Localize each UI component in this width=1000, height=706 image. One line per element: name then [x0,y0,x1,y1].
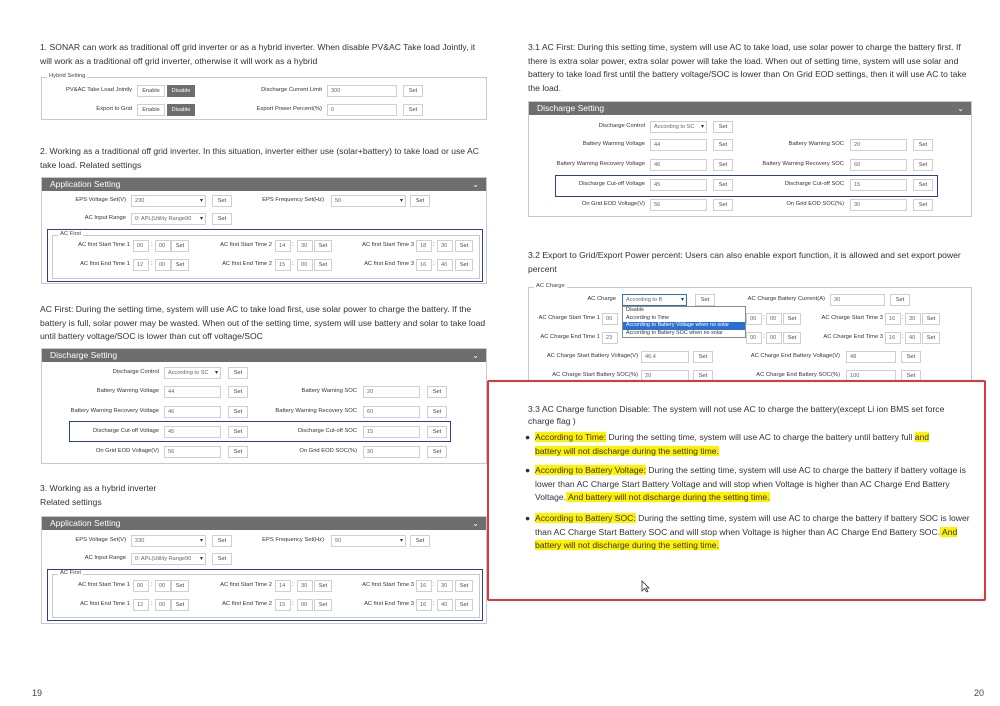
ac-input-range-select[interactable]: 0: APL(Utility Range90 ▾ [131,213,206,225]
highlight-frame-ac-first [47,569,483,621]
discharge-cutoff-soc-input[interactable]: 15 [850,179,907,191]
start2-hour[interactable]: 14 [275,240,291,252]
ac-charge-end-battery-soc-label: AC Charge End Battery SOC(%) [756,372,840,378]
on-grid-eod-soc-input[interactable]: 30 [850,199,907,211]
application-setting-header[interactable]: Application Setting ⌄ [42,178,486,191]
ac-first-paragraph: AC First: During the setting time, system will use AC to take load first, use solar power to charge the battery. If the battery is full, solar power may be wasted. When out of the setting time, system will use battery and solar to take load until battery voltage/SOC is lower than cut off voltage/SOC [40,304,486,341]
right-page: 3.1 AC First: During this setting time, system will use AC to take load, use solar power to charge the battery first. If there is extra solar power, extra solar power will take the load. When out of setting time, system will use solar and battery to take load first until the battery voltage/SOC is lower than On Grid EOD settings, then it will use AC to take the load. Discharge Setting ⌄ Discharge Control According to SC ▾ Set Battery Warning Voltage 44 Set Battery Warning SOC 20 Set Battery Warning Recovery Voltage 46 Set Battery Warning Recovery SOC 60 Set Discharge Cut-off Voltage 45 Set Discharge Cut-off SOC 15 Set On Grid EOD Voltage(V) 56 Set On Grid EOD SOC(%) 30 Set 3.2 Export to Grid/Export Power percent: Users can also enable export function, it is allowed and set export power percent AC Charge AC Charge According to B ▾ Set AC Charge Battery Current(A) 30 Set AC Charge Start Time 1 00 00 : 00 Set AC Charge Start Time 3 16 : 30 Set AC Charge End Time 1 23 00 : 00 Set AC Charge End Time 3 16 : 40 Set AC Charge Start Battery Voltage(V) 46.4 Set AC Charge End Battery Voltage(V) 48 Set AC Charge Start Battery SOC(%) 20 Set AC Charge End Battery SOC(%) 100 Set Disable According to Time According to Battery Voltage when no solar According to Battery SOC when no solar 3.3 AC Charge function Disable: The system will not use AC to charge the battery(except Li ion BMS set force charge flag ) ● According to Time: During the setting time, system will use AC to charge the battery until battery full and battery will not discharge during the setting time. ● According to Battery Voltage: During the setting time, system will use AC to charge the battery if battery voltage is lower than AC Charge Start Battery Voltage and will stop when Voltage is higher than AC Charge End Battery Voltage. And battery will not discharge during the setting time. ● According to Battery SOC: During the setting time, system will use AC to charge the battery if battery SOC is lower than AC Charge Start Battery SOC and will stop when Voltage is higher than AC Charge End Battery SOC. And battery will not discharge during the setting time. 20 [500,0,1000,706]
battery-warning-soc-label: Battery Warning SOC [788,141,844,147]
chevron-down-icon[interactable]: ⌄ [472,519,479,528]
page-number: 20 [974,688,985,698]
eps-frequency-select[interactable]: 50 ▾ [331,195,406,207]
epp-set-button[interactable]: Set [403,104,423,116]
battery-warning-voltage-input[interactable]: 44 [650,139,707,151]
start2-minute[interactable]: 30 [297,580,313,592]
ac-charge-start-battery-soc-input[interactable]: 20 [641,370,689,382]
eps-voltage-set-button[interactable]: Set [212,195,232,207]
export-power-label: Export Power Percent(%) [256,106,322,112]
discharge-cutoff-soc-label: Discharge Cut-off SOC [784,181,844,187]
dc-set-button[interactable]: Set [713,121,733,133]
ebv-set-button[interactable]: Set [901,351,921,363]
ac-first-end-3-label: AC first End Time 3 [364,601,414,607]
ac-charge-battery-current-label: AC Charge Battery Current(A) [747,296,825,302]
eps-voltage-select[interactable]: 230 ▾ [131,195,206,207]
chevron-down-icon[interactable]: ⌄ [472,351,479,360]
discharge-current-limit-label: Discharge Current Limit [261,87,322,93]
export-paragraph: 3.2 Export to Grid/Export Power percent: Users can also enable export function, it is allowed and set export power percent [528,250,961,274]
dcov-set-button[interactable]: Set [713,179,733,191]
traditional-mode-paragraph: 2. Working as a traditional off grid inverter. In this situation, inverter either use (solar+battery) to take load or use AC take load. Related settings [40,146,479,170]
start1-set-button[interactable]: Set [171,240,189,252]
dcos-set-button[interactable]: Set [913,179,933,191]
ac-charge-dropdown-list [622,306,746,338]
battery-warning-soc-input[interactable]: 20 [363,386,420,398]
discharge-cutoff-voltage-input[interactable]: 45 [650,179,707,191]
ac-input-range-label: AC Input Range [84,215,126,221]
bwrv-set-button[interactable]: Set [228,406,248,418]
pvac-disable-button[interactable]: Disable [167,85,195,97]
ac-first-start-3-label: AC first Start Time 3 [362,242,414,248]
start3-hour[interactable]: 16 [416,580,432,592]
end2-hour[interactable]: 15 [275,259,291,271]
dropdown-option[interactable]: According to Battery SOC when no solar [626,329,723,336]
ac-charge-start2-minute[interactable]: 00 [766,313,782,325]
eps-frequency-set-button[interactable]: Set [410,195,430,207]
end3-set-button[interactable]: Set [455,259,473,271]
ac-charge-end-battery-voltage-input[interactable]: 48 [846,351,896,363]
hybrid-setting-legend: Hybrid Setting [49,73,86,79]
bullet-according-to-time: ● According to Time: During the setting time, system will use AC to charge the battery until battery full and battery will not discharge during the setting time. [525,432,930,456]
on-grid-eod-voltage-label: On Grid EOD Voltage(V) [95,448,159,454]
ac-charge-start-battery-voltage-input[interactable]: 46.4 [641,351,689,363]
ac-charge-start-battery-soc-label: AC Charge Start Battery SOC(%) [552,372,638,378]
discharge-setting-header[interactable]: Discharge Setting ⌄ [42,349,486,362]
ac-first-start-2-label: AC first Start Time 2 [220,242,272,248]
ac-charge-label: AC Charge [587,296,616,302]
on-grid-eod-soc-label: On Grid EOD SOC(%) [786,201,844,207]
eps-voltage-label: EPS Voltage Set(V) [75,537,126,543]
battery-warning-recovery-voltage-input[interactable]: 46 [164,406,221,418]
start1-hour[interactable]: 00 [133,580,149,592]
ac-charge-end3-minute[interactable]: 40 [905,332,921,344]
end2-set-button[interactable]: Set [314,599,332,611]
mouse-cursor-icon [641,580,650,593]
page-number: 19 [32,688,43,698]
discharge-setting-header[interactable]: Discharge Setting ⌄ [529,102,971,115]
end3-hour[interactable]: 16 [416,599,432,611]
battery-warning-voltage-input[interactable]: 44 [164,386,221,398]
dcl-set-button[interactable]: Set [403,85,423,97]
start3-minute[interactable]: 30 [437,240,453,252]
eods-set-button[interactable]: Set [427,446,447,458]
bws-set-button[interactable]: Set [427,386,447,398]
end3-hour[interactable]: 16 [416,259,432,271]
discharge-current-limit-input[interactable]: 300 [327,85,397,97]
ac-first-end-3-label: AC first End Time 3 [364,261,414,267]
dcov-set-button[interactable]: Set [228,426,248,438]
end1-hour[interactable]: 12 [133,259,149,271]
start2-set-button[interactable]: Set [314,240,332,252]
pvac-label: PV&AC Take Load Jointly [66,87,132,93]
dcos-set-button[interactable]: Set [427,426,447,438]
discharge-cutoff-soc-label: Discharge Cut-off SOC [297,428,357,434]
left-page: 1. SONAR can work as traditional off grid inverter or as a hybrid inverter. When disable PV&AC Take load Jointly, it will work as a traditional off grid inverter, otherwise it will work as a hybrid Hybrid Setting PV&AC Take Load Jointly Enable Disable Export to Grid Enable Disable Discharge Current Limit 300 Set Export Power Percent(%) 0 Set 2. Working as a traditional off grid inverter. In this situation, inverter either use (solar+battery) to take load or use AC take load. Related settings Application Setting ⌄ EPS Voltage Set(V) 230 ▾ Set EPS Frequency Set(Hz) 50 ▾ Set AC Input Range 0: APL(Utility Range90 ▾ Set AC First AC first Start Time 1 00 : 00 Set AC first Start Time 2 14 : 30 Set AC first Start Time 3 18 : 30 Set AC first End Time 1 12 : 00 Set AC first End Time 2 15 : 00 Set AC first End Time 3 16 : 40 Set AC First: During the setting time, system will use AC to take load first, use solar power to charge the battery. If the battery is full, solar power may be wasted. When out of the setting time, system will use battery and solar to take load until battery voltage/SOC is lower than cut off voltage/SOC Discharge Setting ⌄ Discharge Control According to SC ▾ Set Battery Warning Voltage 44 Set Battery Warning SOC 20 Set Battery Warning Recovery Voltage 46 Set Battery Warning Recovery SOC 60 Set Discharge Cut-off Voltage 45 Set Discharge Cut-off SOC 15 Set On Grid EOD Voltage(V) 56 Set On Grid EOD SOC(%) 30 Set 3. Working as a hybrid inverter Related settings Application Setting ⌄ EPS Voltage Set(V) 230 ▾ Set EPS Frequency Set(Hz) 50 ▾ Set AC Input Range 0: APL(Utility Range90 ▾ Set AC First AC first Start Time 1 00 : 00 Set AC first Start Time 2 14 : 30 Set AC first Start Time 3 16 : 30 Set AC first End Time 1 12 : 00 Set AC first End Time 2 15 : 00 Set AC first End Time 3 16 : 40 Set 19 [0,0,500,706]
application-setting-header[interactable]: Application Setting ⌄ [42,517,486,530]
battery-warning-recovery-voltage-label: Battery Warning Recovery Voltage [556,161,645,167]
hybrid-mode-heading: 3. Working as a hybrid inverter [40,483,157,493]
end2-hour[interactable]: 15 [275,599,291,611]
eps-frequency-label: EPS Frequency Set(Hz) [262,537,324,543]
export-enable-button[interactable]: Enable [137,104,165,116]
dropdown-option[interactable]: Disable [626,307,644,313]
on-grid-eod-soc-label: On Grid EOD SOC(%) [299,448,357,454]
ac-charge-end1-hour[interactable]: 23 [602,332,618,344]
start1-hour[interactable]: 00 [133,240,149,252]
on-grid-eod-voltage-input[interactable]: 56 [650,199,707,211]
chevron-down-icon[interactable]: ⌄ [957,104,964,113]
ac-charge-set-button[interactable]: Set [695,294,715,306]
ac-first-end-1-label: AC first End Time 1 [80,601,130,607]
ac-charge-start3-minute[interactable]: 30 [905,313,921,325]
on-grid-eod-voltage-label: On Grid EOD Voltage(V) [581,201,645,207]
ac-charge-start2-hour[interactable]: 00 [746,313,762,325]
eods-set-button[interactable]: Set [913,199,933,211]
ac-charge-end-1-label: AC Charge End Time 1 [540,334,600,340]
battery-warning-recovery-soc-input[interactable]: 60 [363,406,420,418]
start1-set-button[interactable]: Set [171,580,189,592]
dc-set-button[interactable]: Set [228,367,248,379]
ac-charge-start2-set-button[interactable]: Set [783,313,801,325]
ac-charge-end2-minute[interactable]: 00 [766,332,782,344]
bullet-icon: ● [525,513,531,523]
ac-charge-end-3-label: AC Charge End Time 3 [823,334,883,340]
discharge-control-select[interactable]: According to SC ▾ [650,121,707,133]
ac-charge-end3-set-button[interactable]: Set [922,332,940,344]
chevron-down-icon[interactable]: ⌄ [472,180,479,189]
eodv-set-button[interactable]: Set [228,446,248,458]
battery-warning-recovery-voltage-input[interactable]: 46 [650,159,707,171]
ac-input-range-select[interactable]: 0: APL(Utility Range90 ▾ [131,553,206,565]
bullet-icon: ● [525,432,531,442]
start2-minute[interactable]: 30 [297,240,313,252]
ac-first-start-1-label: AC first Start Time 1 [78,582,130,588]
bwrs-set-button[interactable]: Set [427,406,447,418]
export-disable-button[interactable]: Disable [167,104,195,116]
bwv-set-button[interactable]: Set [713,139,733,151]
end2-minute[interactable]: 00 [297,599,313,611]
dropdown-option-selected[interactable]: According to Battery Voltage when no solar [623,322,745,330]
battery-warning-soc-label: Battery Warning SOC [301,388,357,394]
battery-warning-recovery-soc-label: Battery Warning Recovery SOC [275,408,357,414]
discharge-cutoff-soc-input[interactable]: 15 [363,426,420,438]
ac-charge-start-1-label: AC Charge Start Time 1 [538,315,600,321]
sbs-set-button[interactable]: Set [693,370,713,382]
ac-first-end-2-label: AC first End Time 2 [222,261,272,267]
bwrv-set-button[interactable]: Set [713,159,733,171]
battery-warning-recovery-soc-input[interactable]: 60 [850,159,907,171]
start2-hour[interactable]: 14 [275,580,291,592]
eps-frequency-label: EPS Frequency Set(Hz) [262,197,324,203]
ac-input-range-label: AC Input Range [84,555,126,561]
ac-charge-end2-hour[interactable]: 00 [746,332,762,344]
ac-first-start-1-label: AC first Start Time 1 [78,242,130,248]
start3-set-button[interactable]: Set [455,240,473,252]
discharge-control-label: Discharge Control [112,369,159,375]
ac-charge-end-battery-soc-input[interactable]: 100 [846,370,896,382]
battery-warning-recovery-voltage-label: Battery Warning Recovery Voltage [70,408,159,414]
ac-charge-select[interactable]: According to B ▾ [622,294,687,306]
end3-set-button[interactable]: Set [455,599,473,611]
end3-minute[interactable]: 40 [437,259,453,271]
bullet-according-to-battery-soc: ● According to Battery SOC: During the setting time, system will use AC to charge the battery if battery SOC is lower than AC Charge Start Battery SOC and will stop when Voltage is higher than AC Charge End Battery SOC. And battery will not discharge during the setting time. [525,513,970,550]
related-settings-text: Related settings [40,497,102,507]
discharge-control-label: Discharge Control [598,123,645,129]
acbc-set-button[interactable]: Set [890,294,910,306]
bullet-according-to-battery-voltage: ● According to Battery Voltage: During the setting time, system will use AC to charge the battery if battery voltage is lower than AC Charge Start Battery Voltage and will stop when Voltage is higher than AC Charge End Battery Voltage. And battery will not discharge during the setting time. [525,465,966,502]
eps-voltage-select[interactable]: 230 ▾ [131,535,206,547]
ac-charge-start3-set-button[interactable]: Set [922,313,940,325]
sbv-set-button[interactable]: Set [693,351,713,363]
ac-charge-legend: AC Charge [536,283,565,289]
battery-warning-voltage-label: Battery Warning Voltage [582,141,645,147]
discharge-cutoff-voltage-label: Discharge Cut-off Voltage [93,428,159,434]
start3-minute[interactable]: 30 [437,580,453,592]
discharge-cutoff-voltage-input[interactable]: 45 [164,426,221,438]
bullet-icon: ● [525,465,531,475]
end1-hour[interactable]: 12 [133,599,149,611]
battery-warning-soc-input[interactable]: 20 [850,139,907,151]
eps-voltage-set-button[interactable]: Set [212,535,232,547]
discharge-setting-panel-1 [41,348,487,464]
ac-first-legend: AC First [60,231,81,237]
on-grid-eod-soc-input[interactable]: 30 [363,446,420,458]
bwrs-set-button[interactable]: Set [913,159,933,171]
bwv-set-button[interactable]: Set [228,386,248,398]
eps-frequency-select[interactable]: 50 ▾ [331,535,406,547]
battery-warning-recovery-soc-label: Battery Warning Recovery SOC [762,161,844,167]
end1-set-button[interactable]: Set [171,599,189,611]
ac-first-end-1-label: AC first End Time 1 [80,261,130,267]
ac-charge-start1-hour[interactable]: 00 [602,313,618,325]
start2-set-button[interactable]: Set [314,580,332,592]
end1-set-button[interactable]: Set [171,259,189,271]
ac-charge-start-3-label: AC Charge Start Time 3 [821,315,883,321]
start3-hour[interactable]: 18 [416,240,432,252]
ac-first-start-3-label: AC first Start Time 3 [362,582,414,588]
ac-charge-battery-current-input[interactable]: 30 [830,294,885,306]
eodv-set-button[interactable]: Set [713,199,733,211]
bws-set-button[interactable]: Set [913,139,933,151]
export-grid-label: Export to Grid [96,106,132,112]
end3-minute[interactable]: 40 [437,599,453,611]
on-grid-eod-voltage-input[interactable]: 56 [164,446,221,458]
ac-charge-end-battery-voltage-label: AC Charge End Battery Voltage(V) [750,353,840,359]
intro-paragraph: 1. SONAR can work as traditional off grid inverter or as a hybrid inverter. When disable PV&AC Take load Jointly, it will work as a traditional off grid inverter, otherwise it will work as a hybrid [40,42,476,66]
ac-charge-start3-hour[interactable]: 16 [885,313,901,325]
battery-warning-voltage-label: Battery Warning Voltage [96,388,159,394]
dropdown-option[interactable]: According to Time [626,314,670,321]
eps-voltage-label: EPS Voltage Set(V) [75,197,126,203]
discharge-control-select[interactable]: According to SC ▾ [164,367,221,379]
ac-charge-disable-paragraph: 3.3 AC Charge function Disable: The system will not use AC to charge the battery(except Li ion BMS set force charge flag ) [528,404,945,426]
eps-frequency-set-button[interactable]: Set [410,535,430,547]
ac-charge-start-battery-voltage-label: AC Charge Start Battery Voltage(V) [546,353,638,359]
ac-first-legend: AC First [60,570,81,576]
ac-input-range-set-button[interactable]: Set [212,213,232,225]
end2-set-button[interactable]: Set [314,259,332,271]
ac-input-range-set-button[interactable]: Set [212,553,232,565]
start3-set-button[interactable]: Set [455,580,473,592]
highlight-frame-ac-first [47,229,483,282]
ac-first-start-2-label: AC first Start Time 2 [220,582,272,588]
ac-charge-end3-hour[interactable]: 16 [885,332,901,344]
start1-minute[interactable]: 00 [155,580,171,592]
end1-minute[interactable]: 00 [155,599,171,611]
start1-minute[interactable]: 00 [155,240,171,252]
ac-first-explanation-paragraph: 3.1 AC First: During this setting time, system will use AC to take load, use solar power to charge the battery first. If there is extra solar power, extra solar power will take the load. When out of setting time, system will use solar and battery to take load first until the battery voltage/SOC is lower than On Grid EOD settings, then it will use AC to take the load. [528,42,967,93]
ac-charge-end2-set-button[interactable]: Set [783,332,801,344]
end1-minute[interactable]: 00 [155,259,171,271]
end2-minute[interactable]: 00 [297,259,313,271]
ebs-set-button[interactable]: Set [901,370,921,382]
export-power-input[interactable]: 0 [327,104,397,116]
discharge-cutoff-voltage-label: Discharge Cut-off Voltage [579,181,645,187]
ac-first-end-2-label: AC first End Time 2 [222,601,272,607]
pvac-enable-button[interactable]: Enable [137,85,165,97]
